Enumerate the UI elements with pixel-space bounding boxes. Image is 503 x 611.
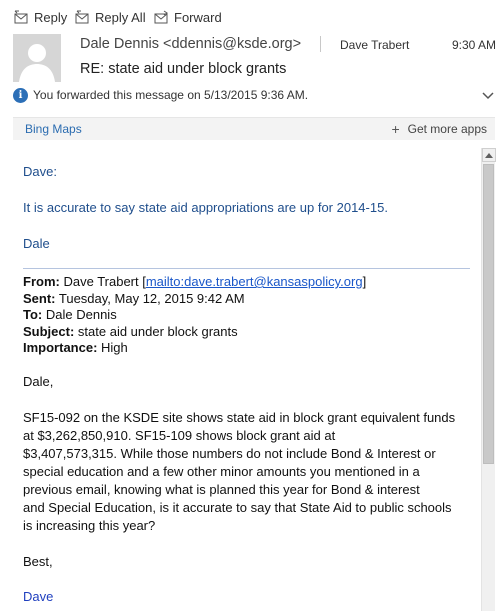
from-row	[23, 274, 366, 291]
sent-label: Sent:	[23, 290, 56, 306]
body-line: $3,407,573,315. While those numbers do not include Bond & Interest or	[23, 446, 436, 461]
get-more-apps-label: Get more apps	[407, 122, 487, 136]
reply-signature: Dale	[23, 236, 50, 251]
quote-separator	[23, 268, 470, 269]
info-bar	[13, 86, 308, 104]
sender-name[interactable]: Dale Dennis <ddennis@ksde.org>	[80, 36, 302, 52]
scroll-thumb[interactable]	[483, 164, 494, 464]
to-value: Dale Dennis	[45, 307, 117, 322]
plus-icon: +	[391, 121, 400, 137]
from-name: Dave Trabert [	[63, 274, 146, 289]
from-close: ]	[362, 274, 367, 289]
original-signature: Dave	[23, 589, 54, 604]
original-closing: Best,	[23, 554, 53, 569]
message-subject: RE: state aid under block grants	[80, 61, 287, 77]
scroll-up-arrow	[485, 152, 493, 158]
body-line: is increasing this year?	[23, 518, 156, 533]
vertical-scrollbar[interactable]	[481, 148, 495, 611]
get-more-apps-button[interactable]	[391, 122, 487, 136]
expand-header-button[interactable]	[481, 89, 495, 103]
forward-icon	[154, 10, 168, 24]
original-salutation: Dale,	[23, 374, 54, 389]
sent-row	[23, 291, 366, 308]
original-message-header	[23, 274, 366, 357]
info-icon: i	[13, 88, 28, 103]
importance-label: Importance:	[23, 340, 98, 355]
addin-bar	[13, 117, 495, 140]
header-divider	[320, 36, 321, 52]
message-time: 9:30 AM	[452, 38, 497, 52]
scroll-up-button[interactable]	[482, 148, 496, 162]
subject-value: state aid under block grants	[77, 323, 238, 339]
reply-line: It is accurate to say state aid appropriations are up for 2014-15.	[23, 200, 388, 215]
sender-avatar[interactable]	[13, 34, 61, 82]
info-text: You forwarded this message on 5/13/2015 9:36 AM.	[33, 88, 309, 102]
message-toolbar	[0, 0, 503, 32]
forward-button[interactable]	[154, 8, 222, 26]
body-line: at $3,262,850,910. SF15-109 shows block grant aid at	[23, 428, 336, 443]
reply-button[interactable]	[14, 8, 67, 26]
original-body	[23, 409, 473, 535]
importance-value: High	[101, 340, 128, 355]
body-line: special education and a few other minor amounts you mentioned in a	[23, 464, 420, 479]
to-label: To:	[23, 307, 43, 322]
subject-label: Subject:	[23, 323, 75, 339]
subject-row	[23, 324, 366, 341]
recipient-name[interactable]: Dave Trabert	[340, 38, 410, 52]
body-line: SF15-092 on the KSDE site shows state aid in block grant equivalent funds	[23, 410, 456, 425]
sent-value: Tuesday, May 12, 2015 9:42 AM	[58, 290, 245, 306]
reply-icon	[14, 10, 28, 24]
reply-all-button[interactable]	[75, 8, 146, 26]
importance-row	[23, 340, 366, 357]
reply-greeting: Dave:	[23, 164, 57, 179]
reply-all-icon	[75, 10, 89, 24]
reply-label: Reply	[34, 9, 68, 25]
bing-maps-link[interactable]: Bing Maps	[25, 122, 82, 136]
body-line: previous email, knowing what is planned this year for Bond & interest	[23, 482, 420, 497]
body-line: and Special Education, is it accurate to say that State Aid to public schools	[23, 500, 452, 515]
forward-label: Forward	[174, 9, 222, 25]
mailto-link[interactable]: mailto:dave.trabert@kansaspolicy.org	[145, 274, 363, 289]
from-label: From:	[23, 274, 60, 289]
chevron-down-icon	[481, 89, 495, 103]
to-row	[23, 307, 366, 324]
avatar-placeholder	[13, 34, 61, 82]
reply-all-label: Reply All	[95, 9, 146, 25]
